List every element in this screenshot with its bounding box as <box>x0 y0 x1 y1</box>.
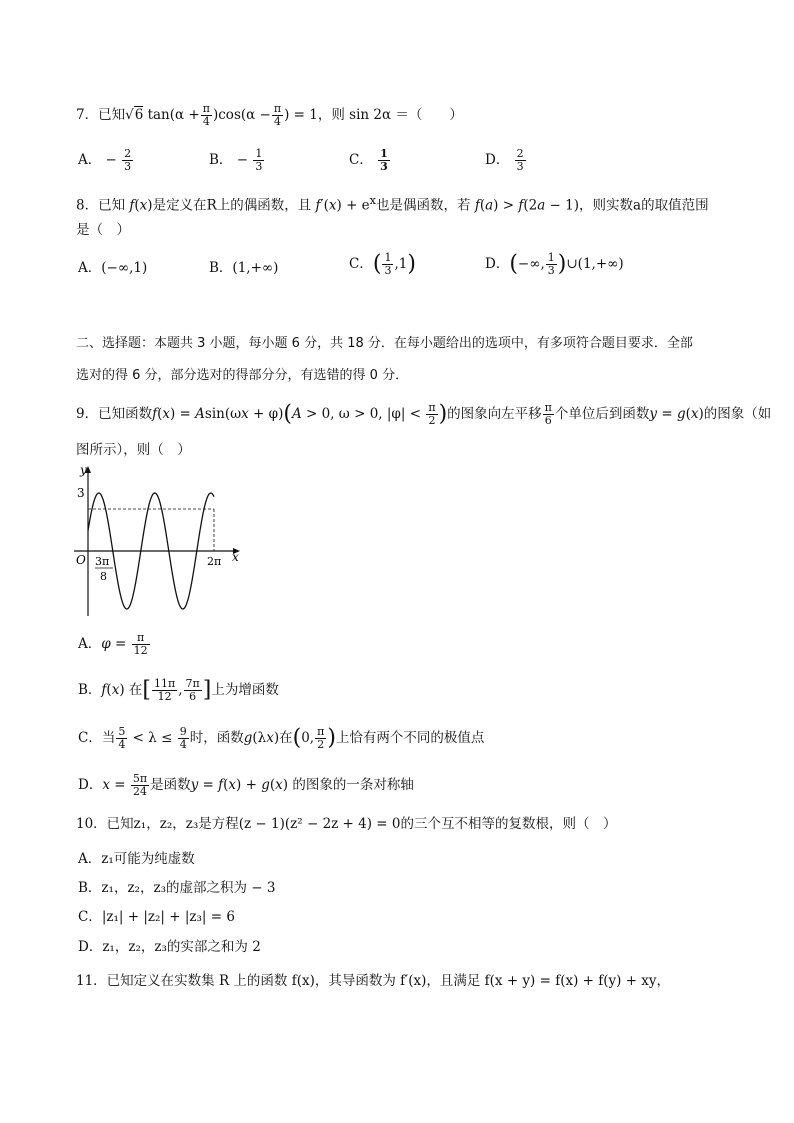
q7-option-b: B． − $\frac{1}{3}$ <box>209 147 263 173</box>
q10-stem: 10．已知z₁，z₂，z₃是方程(z − 1)(z² − 2z + 4) = 0的三个互不相等的复数根，则（ ） <box>76 816 617 832</box>
q8-option-d: D．(−∞, $\frac{1}{3}$ )∪(1,+∞) <box>485 251 624 277</box>
q7-option-c: C． $\frac{1}{3}$ <box>349 147 388 173</box>
tick-label-8: 8 <box>100 570 107 583</box>
origin-label: O <box>76 553 86 567</box>
q9-option-b: B．f(x) 在[ $\frac{11\pi}{12}$ , $\frac{7\pi}{6}$ ]上为增函数 <box>78 677 279 703</box>
q9-option-c: C．当 $\frac{5}{4}$ < λ ≤ $\frac{9}{4}$ 时，函数g(λx)在(0, $\frac{\pi}{2}$ )上恰有两个不同的极值点 <box>78 725 485 751</box>
q8-stem-line2: 是（ ） <box>76 222 130 238</box>
q8-option-a: A．(−∞,1) <box>78 260 148 276</box>
q8-stem-line1: 8．已知 f(x)是定义在R上的偶函数，且 $f'(x) + e^x$也是偶函数，若 f(a) > f(2a − 1)，则实数a的取值范围 <box>76 194 709 214</box>
q7-stem: 7．已知√6 tan(α + $\frac{\pi}{4}$ )cos(α − $\frac{\pi}{4}$ ) = 1，则 sin 2α ＝（ ） <box>76 102 463 128</box>
q8-option-b: B．(1,+∞) <box>209 260 279 276</box>
q8-option-c: C．( $\frac{1}{3}$ ,1) <box>349 251 416 277</box>
x-axis-label: x <box>232 550 239 564</box>
q9-stem-line2: 图所示），则（ ） <box>76 442 191 458</box>
q10-option-a: A．z₁可能为纯虚数 <box>78 851 195 867</box>
q7-option-d: D． $\frac{2}{3}$ <box>485 147 524 173</box>
q10-option-c: C．|z₁| + |z₂| + |z₃| = 6 <box>78 909 235 925</box>
section2-heading-line1: 二、选择题：本题共 3 小题，每小题 6 分，共 18 分．在每小题给出的选项中，有多项符合题目要求．全部 <box>76 336 693 351</box>
q9-option-d: D．x = $\frac{5\pi}{24}$ 是函数y = f(x) + g(x) 的图象的一条对称轴 <box>78 772 414 798</box>
tick-label-3: 3 <box>77 486 85 500</box>
q9-stem-line1: 9．已知函数f(x) = Asin(ωx + φ)(A > 0, ω > 0, |φ| < $\frac{\pi}{2}$ )的图象向左平移 $\frac{\pi}{6}$ 个单位后到函数y = g(x)的图象（如 <box>76 401 772 427</box>
tick-label-3pi: 3π <box>95 555 110 568</box>
tick-label-2pi: 2π <box>207 555 222 568</box>
section2-heading-line2: 选对的得 6 分，部分选对的得部分分，有选错的得 0 分． <box>76 368 409 383</box>
q10-option-b: B．z₁，z₂，z₃的虚部之积为 − 3 <box>78 880 276 896</box>
q7-option-a: A． − $\frac{2}{3}$ <box>78 147 132 173</box>
q9-option-a: A．φ = $\frac{\pi}{12}$ <box>78 631 148 657</box>
q10-option-d: D．z₁，z₂，z₃的实部之和为 2 <box>78 939 261 955</box>
y-axis-label: y <box>80 463 87 477</box>
q11-stem: 11．已知定义在实数集 R 上的函数 f(x)，其导函数为 f′(x)，且满足 f(x + y) = f(x) + f(y) + xy， <box>76 973 671 989</box>
q9-graph <box>68 462 248 620</box>
